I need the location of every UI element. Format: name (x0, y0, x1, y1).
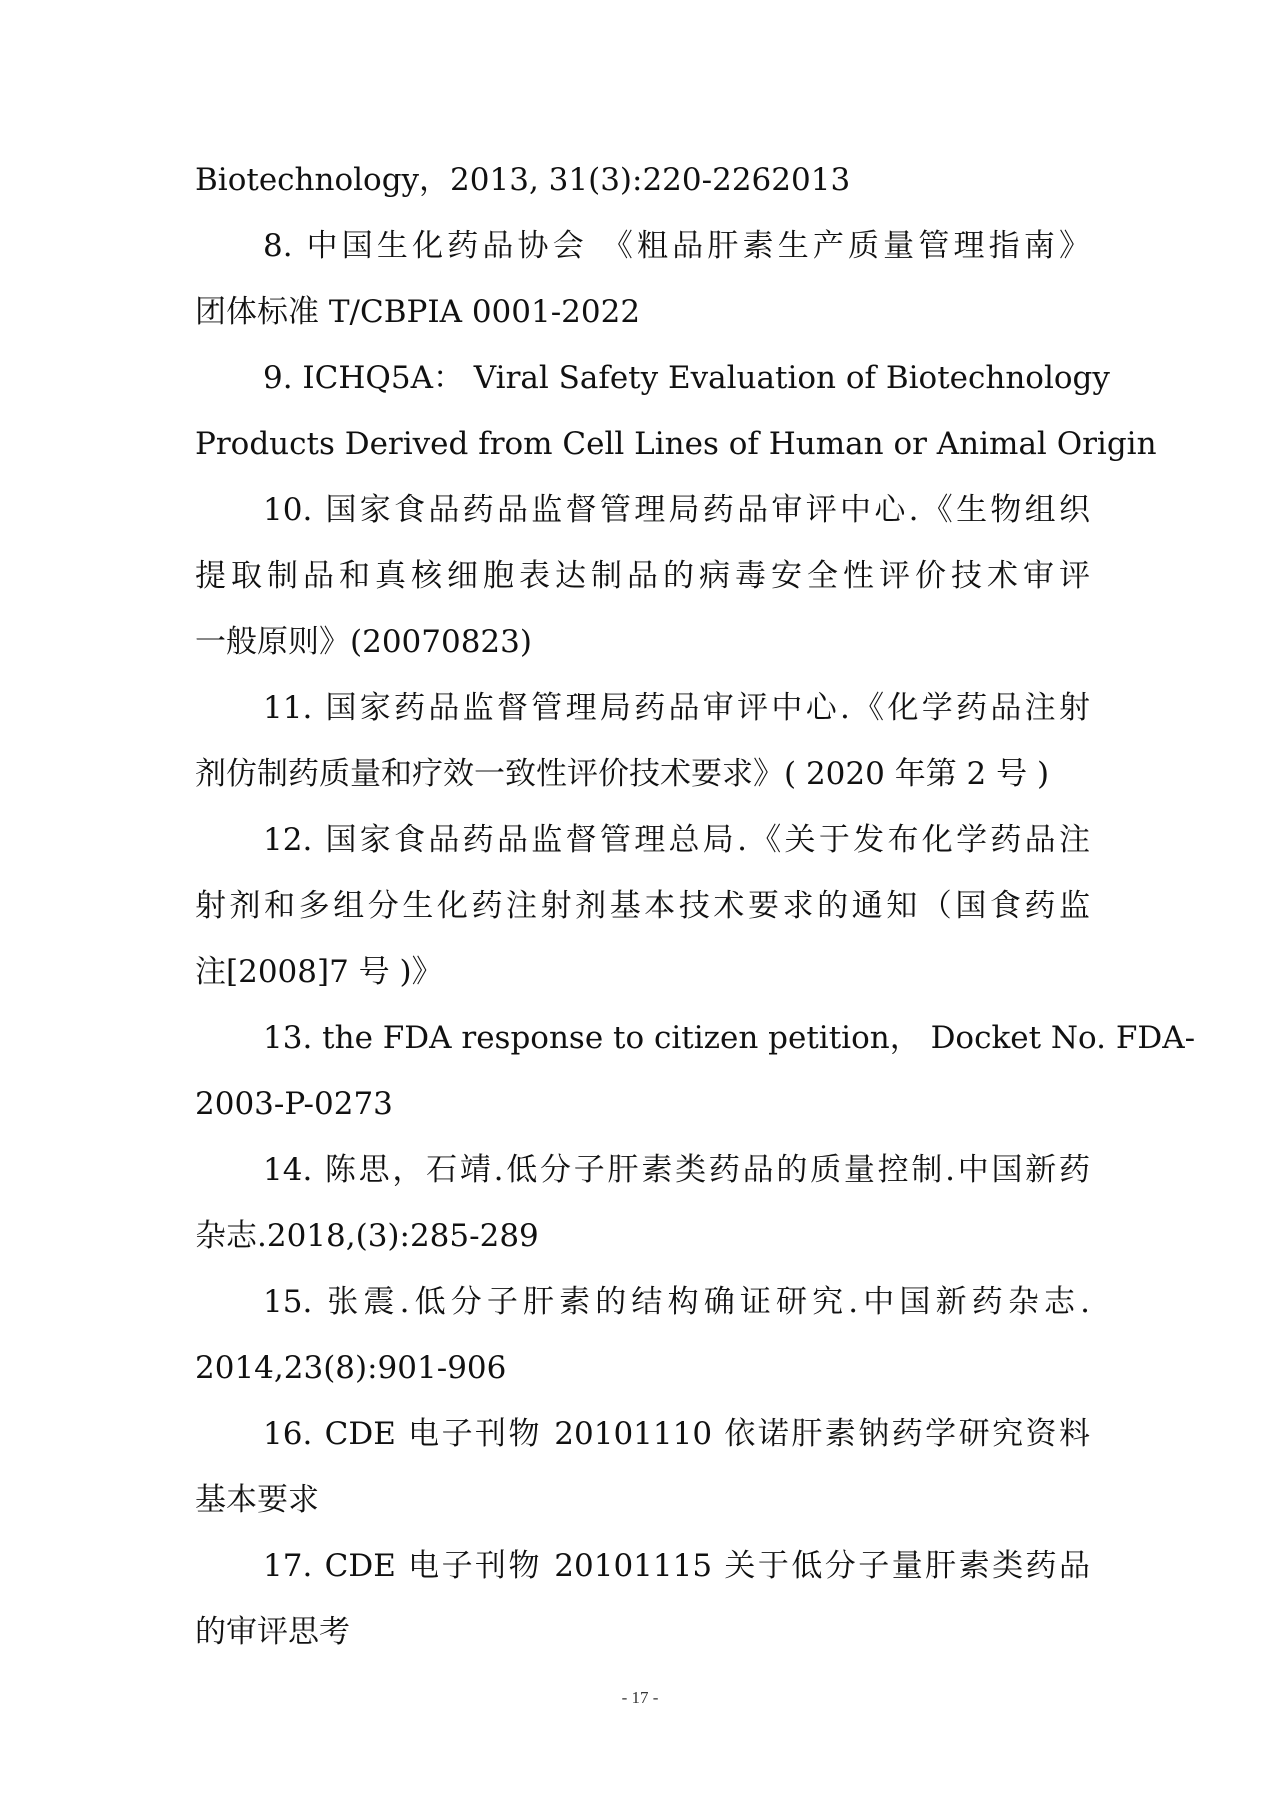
reference-line: 的审评思考 (195, 1614, 350, 1650)
reference-line: 15. 张震.低分子肝素的结构确证研究.中国新药杂志. (263, 1284, 1090, 1320)
reference-item-15 (195, 1269, 1090, 1401)
reference-line: 杂志.2018,(3):285-289 (195, 1218, 539, 1254)
reference-line: 10. 国家食品药品监督管理局药品审评中心.《生物组织 (263, 492, 1090, 528)
reference-line: 2014,23(8):901-906 (195, 1350, 507, 1386)
reference-line: 14. 陈思，石靖.低分子肝素类药品的质量控制.中国新药 (263, 1152, 1090, 1188)
reference-line: 注[2008]7 号 )》 (195, 954, 443, 990)
reference-item-10 (195, 477, 1090, 675)
reference-line: Biotechnology，2013, 31(3):220-2262013 (195, 162, 851, 198)
reference-line: 17. CDE 电子刊物 20101115 关于低分子量肝素类药品 (263, 1548, 1090, 1584)
reference-line: 8. 中国生化药品协会 《粗品肝素生产质量管理指南》 (263, 228, 1090, 264)
reference-line: 团体标准 T/CBPIA 0001-2022 (195, 294, 641, 330)
reference-item-7-continued (195, 147, 1090, 213)
reference-list (195, 147, 1196, 1665)
reference-line: 剂仿制药质量和疗效一致性评价技术要求》( 2020 年第 2 号 ) (195, 756, 1050, 792)
reference-line: 一般原则》(20070823) (195, 624, 532, 660)
reference-line: 2003-P-0273 (195, 1086, 393, 1122)
reference-line: 11. 国家药品监督管理局药品审评中心.《化学药品注射 (263, 690, 1090, 726)
reference-line: 9. ICHQ5A： Viral Safety Evaluation of Biotechnology (263, 360, 1110, 396)
reference-line: Products Derived from Cell Lines of Human or Animal Origin (195, 426, 1157, 462)
reference-item-12 (195, 807, 1090, 1005)
reference-line: 16. CDE 电子刊物 20101110 依诺肝素钠药学研究资料 (263, 1416, 1090, 1452)
reference-item-17 (195, 1533, 1090, 1665)
page-number: - 17 - (621, 1688, 659, 1707)
reference-item-9 (195, 345, 1157, 477)
reference-item-8 (195, 213, 1090, 345)
reference-line: 射剂和多组分生化药注射剂基本技术要求的通知（国食药监 (195, 888, 1090, 924)
reference-item-14 (195, 1137, 1090, 1269)
reference-line: 13. the FDA response to citizen petition， Docket No. FDA- (263, 1020, 1196, 1056)
reference-line: 提取制品和真核细胞表达制品的病毒安全性评价技术审评 (195, 558, 1090, 594)
reference-line: 基本要求 (195, 1482, 319, 1518)
reference-line: 12. 国家食品药品监督管理总局.《关于发布化学药品注 (263, 822, 1090, 858)
reference-item-11 (195, 675, 1090, 807)
reference-item-13 (195, 1005, 1196, 1137)
reference-item-16 (195, 1401, 1090, 1533)
